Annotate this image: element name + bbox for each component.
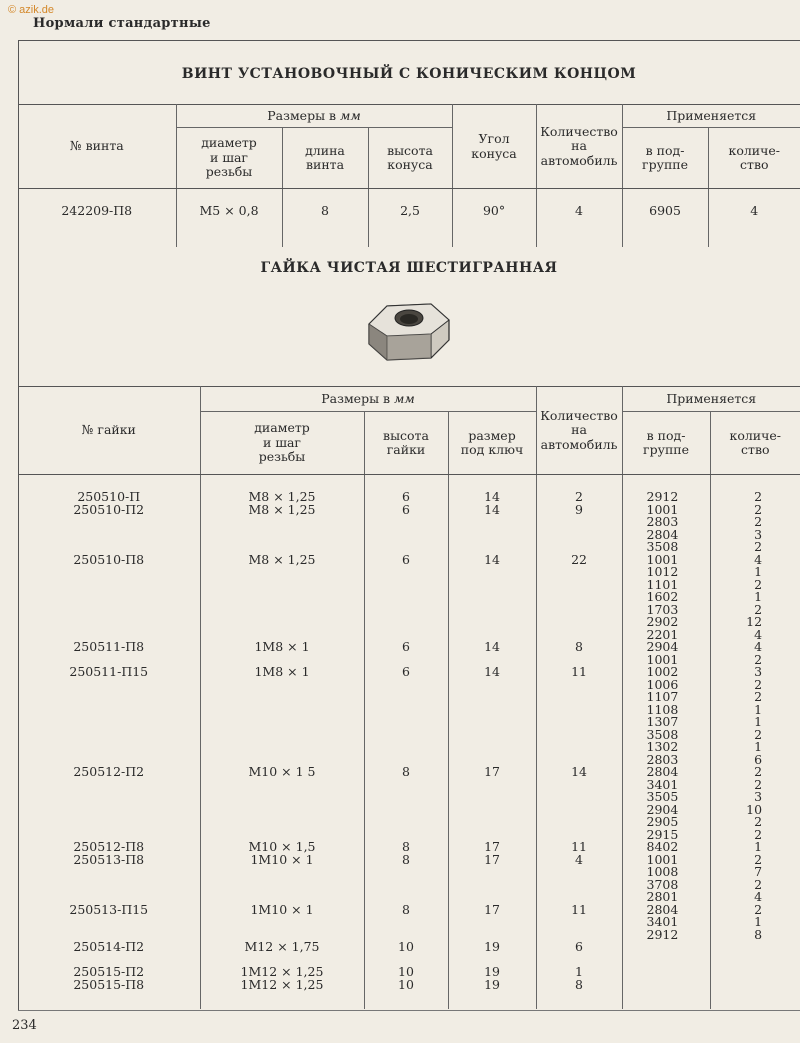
nut-table-title: ГАЙКА ЧИСТАЯ ШЕСТИГРАННАЯ <box>260 260 558 276</box>
wrench-size <box>449 716 536 729</box>
nut-number: 250511-П15 <box>69 664 149 679</box>
header-applies: Применяется <box>622 105 800 128</box>
count: 1 <box>754 701 763 717</box>
subgroup: 2804 <box>646 764 679 779</box>
subgroup: 3708 <box>646 876 679 892</box>
subgroup: 1001 <box>646 851 679 867</box>
nut-diameter: М8 × 1,25 <box>248 551 316 567</box>
count: 2 <box>754 514 763 529</box>
nut-diameter <box>201 604 364 617</box>
nut-number: 250513-П8 <box>73 851 145 867</box>
nut-height <box>365 816 448 829</box>
count: 4 <box>754 551 763 567</box>
nut-diameter <box>201 791 364 804</box>
nut-diameter <box>201 716 364 729</box>
nut-height: 10 <box>398 964 414 979</box>
nut-number <box>18 779 200 792</box>
nut-quantity <box>537 591 622 604</box>
count: 2 <box>754 501 763 517</box>
wrench-size <box>449 816 536 829</box>
count: 2 <box>754 876 763 892</box>
wrench-size-column <box>448 475 536 1010</box>
header-diameter: диаметр и шаг резьбы <box>200 412 364 475</box>
nut-height <box>365 866 448 879</box>
subgroup: 2803 <box>646 751 679 767</box>
nut-diameter <box>201 804 364 817</box>
nut-number: 250510-П8 <box>73 551 145 567</box>
header-diameter: диаметр и шаг резьбы <box>176 128 282 189</box>
wrench-size: 14 <box>484 551 500 567</box>
wrench-size: 19 <box>484 939 500 954</box>
nut-quantity <box>537 729 622 742</box>
header-subgroup: в под- группе <box>622 128 708 189</box>
nut-height: 10 <box>398 939 414 954</box>
nut-diameter: М12 × 1,75 <box>244 939 320 954</box>
subgroup: 1101 <box>646 576 679 592</box>
wrench-size <box>449 704 536 717</box>
nut-number <box>18 679 200 692</box>
screw-count: 4 <box>708 189 800 248</box>
nut-number <box>18 516 200 529</box>
subgroup: 2803 <box>646 514 679 529</box>
header-nut-height: высота гайки <box>364 412 448 475</box>
subgroup: 1001 <box>646 501 679 517</box>
wrench-size <box>449 804 536 817</box>
wrench-size <box>449 566 536 579</box>
subgroup: 1307 <box>646 714 679 729</box>
nut-diameter <box>201 729 364 742</box>
nut-number <box>18 729 200 742</box>
nut-height <box>365 616 448 629</box>
nut-number <box>18 816 200 829</box>
nut-quantity <box>537 816 622 829</box>
nut-height: 8 <box>402 851 410 867</box>
count: 4 <box>754 889 763 904</box>
count: 8 <box>754 926 763 942</box>
header-applies: Применяется <box>622 387 800 412</box>
nut-quantity <box>537 916 622 929</box>
nut-number <box>18 791 200 804</box>
nut-number <box>18 879 200 892</box>
subgroup: 2804 <box>646 526 679 542</box>
nut-height <box>365 779 448 792</box>
nut-height: 6 <box>402 639 410 654</box>
nut-number <box>18 804 200 817</box>
wrench-size <box>449 866 536 879</box>
wrench-size <box>449 729 536 742</box>
count: 10 <box>746 801 763 817</box>
count: 2 <box>754 726 763 742</box>
subgroup: 1012 <box>646 564 679 579</box>
nut-quantity <box>537 779 622 792</box>
nut-quantity: 6 <box>575 939 583 954</box>
header-subgroup: в под- группе <box>622 412 710 475</box>
nut-diameter <box>201 679 364 692</box>
nut-number <box>18 604 200 617</box>
subgroup: 1108 <box>646 701 679 717</box>
count: 3 <box>754 526 763 542</box>
wrench-size <box>449 579 536 592</box>
hex-nut-illustration <box>363 296 455 368</box>
subgroup: 3401 <box>646 914 679 929</box>
header-quantity: Количество на автомобиль <box>536 105 622 189</box>
nut-height <box>365 879 448 892</box>
wrench-size <box>449 791 536 804</box>
nut-quantity <box>537 704 622 717</box>
screw-table-title: ВИНТ УСТАНОВОЧНЫЙ С КОНИЧЕСКИМ КОНЦОМ <box>181 66 637 82</box>
subgroup: 2201 <box>646 626 679 642</box>
nut-quantity: 1 <box>575 964 583 979</box>
count: 7 <box>754 864 763 879</box>
nut-height: 8 <box>402 901 410 917</box>
subgroup: 3505 <box>646 789 679 804</box>
count: 2 <box>754 576 763 592</box>
nut-quantity <box>537 566 622 579</box>
nut-height: 8 <box>402 764 410 779</box>
nut-diameter <box>201 879 364 892</box>
nut-height <box>365 916 448 929</box>
count: 3 <box>754 789 763 804</box>
nut-quantity <box>537 804 622 817</box>
frame-bottom-rule <box>18 1010 800 1011</box>
count: 2 <box>754 826 763 842</box>
wrench-size: 14 <box>484 489 500 504</box>
header-count: количе- ство <box>710 412 800 475</box>
header-screw-number: № винта <box>18 105 176 189</box>
nut-diameter <box>201 779 364 792</box>
subgroup: 3401 <box>646 776 679 792</box>
nut-quantity <box>537 516 622 529</box>
nut-table <box>18 386 800 1009</box>
nut-height <box>365 729 448 742</box>
nut-height <box>365 529 448 542</box>
screw-subgroup: 6905 <box>622 189 708 248</box>
header-sizes: Размеры в мм <box>200 387 536 412</box>
nut-diameter <box>201 866 364 879</box>
nut-height <box>365 741 448 754</box>
nut-number: 250512-П2 <box>73 764 145 779</box>
nut-quantity: 2 <box>575 489 583 504</box>
nut-number: 250514-П2 <box>73 939 145 954</box>
wrench-size: 17 <box>484 901 500 917</box>
wrench-size <box>449 516 536 529</box>
nut-height <box>365 604 448 617</box>
wrench-size: 17 <box>484 839 500 854</box>
nut-number: 250510-П2 <box>73 501 145 517</box>
subgroup: 2904 <box>646 639 679 654</box>
nut-diameter: М10 × 1,5 <box>248 839 316 854</box>
wrench-size <box>449 691 536 704</box>
nut-diameter <box>201 591 364 604</box>
nut-diameter <box>201 616 364 629</box>
count: 1 <box>754 739 763 754</box>
nut-quantity: 9 <box>575 501 583 517</box>
nut-height: 6 <box>402 664 410 679</box>
nut-height <box>365 579 448 592</box>
nut-number: 250512-П8 <box>73 839 145 854</box>
count: 4 <box>754 639 763 654</box>
header-cone-angle: Угол конуса <box>452 105 536 189</box>
nut-height: 6 <box>402 489 410 504</box>
subgroup: 1008 <box>646 864 679 879</box>
nut-diameter <box>201 741 364 754</box>
subgroup: 8402 <box>646 839 679 854</box>
nut-diameter-column <box>200 475 364 1010</box>
nut-number <box>18 716 200 729</box>
nut-height: 8 <box>402 839 410 854</box>
nut-quantity <box>537 741 622 754</box>
header-nut-number: № гайки <box>18 387 200 475</box>
wrench-size <box>449 604 536 617</box>
subgroup: 2904 <box>646 801 679 817</box>
nut-number <box>18 566 200 579</box>
wrench-size <box>449 916 536 929</box>
wrench-size <box>449 616 536 629</box>
wrench-size <box>449 779 536 792</box>
screw-cone-angle: 90° <box>452 189 536 248</box>
subgroup: 1302 <box>646 739 679 754</box>
nut-diameter <box>201 529 364 542</box>
subgroup: 2915 <box>646 826 679 842</box>
wrench-size <box>449 879 536 892</box>
nut-height <box>365 679 448 692</box>
nut-number: 250510-П <box>77 489 141 504</box>
nut-quantity: 8 <box>575 976 583 992</box>
screw-cone-height: 2,5 <box>368 189 452 248</box>
count-column <box>710 475 800 1010</box>
nut-diameter <box>201 916 364 929</box>
nut-quantity-column <box>536 475 622 1010</box>
nut-number: 250513-П15 <box>69 901 149 917</box>
nut-height: 10 <box>398 976 414 992</box>
count: 2 <box>754 814 763 829</box>
subgroup-column <box>622 475 710 1010</box>
count: 6 <box>754 751 763 767</box>
nut-number <box>18 741 200 754</box>
count: 1 <box>754 914 763 929</box>
nut-diameter: М8 × 1,25 <box>248 501 316 517</box>
wrench-size <box>449 591 536 604</box>
wrench-size <box>449 741 536 754</box>
subgroup: 2902 <box>646 614 679 629</box>
header-quantity: Количество на автомобиль <box>536 387 622 475</box>
nut-height <box>365 591 448 604</box>
nut-height <box>365 716 448 729</box>
nut-quantity: 11 <box>571 664 587 679</box>
subgroup: 1001 <box>646 651 679 667</box>
count: 2 <box>754 489 763 504</box>
nut-height <box>365 804 448 817</box>
wrench-size: 19 <box>484 964 500 979</box>
nut-height <box>365 516 448 529</box>
count: 2 <box>754 689 763 704</box>
nut-number <box>18 579 200 592</box>
nut-quantity <box>537 879 622 892</box>
wrench-size <box>449 529 536 542</box>
count: 3 <box>754 664 763 679</box>
nut-quantity: 14 <box>571 764 587 779</box>
screw-quantity: 4 <box>536 189 622 248</box>
screw-table <box>18 104 800 247</box>
count: 2 <box>754 776 763 792</box>
count: 2 <box>754 539 763 554</box>
nut-number <box>18 916 200 929</box>
screw-length: 8 <box>282 189 368 248</box>
wrench-size: 17 <box>484 851 500 867</box>
nut-quantity <box>537 529 622 542</box>
nut-quantity <box>537 691 622 704</box>
subgroup: 2912 <box>646 926 679 942</box>
count: 2 <box>754 851 763 867</box>
nut-number: 250511-П8 <box>73 639 145 654</box>
subgroup: 1001 <box>646 551 679 567</box>
screw-number: 242209-П8 <box>61 203 133 218</box>
subgroup: 3508 <box>646 726 679 742</box>
nut-quantity <box>537 866 622 879</box>
nut-number-column <box>18 475 200 1010</box>
wrench-size: 14 <box>484 639 500 654</box>
page-number: 234 <box>12 1018 37 1033</box>
nut-number <box>18 529 200 542</box>
nut-quantity: 8 <box>575 639 583 654</box>
nut-quantity: 4 <box>575 851 583 867</box>
nut-height <box>365 704 448 717</box>
wrench-size <box>449 679 536 692</box>
wrench-size: 14 <box>484 501 500 517</box>
count: 4 <box>754 626 763 642</box>
nut-diameter <box>201 516 364 529</box>
count: 1 <box>754 564 763 579</box>
wrench-size: 17 <box>484 764 500 779</box>
subgroup: 1703 <box>646 601 679 617</box>
header-sizes: Размеры в мм <box>176 105 452 128</box>
nut-number <box>18 704 200 717</box>
nut-quantity: 11 <box>571 901 587 917</box>
nut-height: 6 <box>402 551 410 567</box>
nut-diameter <box>201 579 364 592</box>
nut-diameter <box>201 704 364 717</box>
nut-quantity <box>537 579 622 592</box>
frame-top-rule <box>18 40 800 41</box>
count: 12 <box>746 614 763 629</box>
screw-diameter: М5 × 0,8 <box>176 189 282 248</box>
nut-number <box>18 691 200 704</box>
subgroup: 1002 <box>646 664 679 679</box>
subgroup: 1602 <box>646 589 679 604</box>
nut-quantity: 22 <box>571 551 587 567</box>
nut-diameter: 1М8 × 1 <box>254 664 310 679</box>
count: 2 <box>754 651 763 667</box>
count: 1 <box>754 714 763 729</box>
nut-diameter: 1М8 × 1 <box>254 639 310 654</box>
subgroup: 1006 <box>646 676 679 692</box>
running-head: Нормали стандартные <box>33 16 211 31</box>
nut-number <box>18 616 200 629</box>
nut-height <box>365 566 448 579</box>
nut-diameter: М10 × 1 5 <box>248 764 316 779</box>
subgroup: 3508 <box>646 539 679 554</box>
nut-diameter: 1М10 × 1 <box>250 851 314 867</box>
count: 2 <box>754 676 763 692</box>
nut-height-column <box>364 475 448 1010</box>
nut-diameter <box>201 816 364 829</box>
nut-height: 6 <box>402 501 410 517</box>
nut-diameter: 1М12 × 1,25 <box>240 964 324 979</box>
table-row <box>18 189 800 248</box>
subgroup: 2905 <box>646 814 679 829</box>
count: 1 <box>754 839 763 854</box>
nut-height <box>365 791 448 804</box>
nut-diameter: 1М10 × 1 <box>250 901 314 917</box>
wrench-size: 19 <box>484 976 500 992</box>
header-wrench-size: размер под ключ <box>448 412 536 475</box>
nut-quantity <box>537 616 622 629</box>
count: 1 <box>754 589 763 604</box>
nut-number: 250515-П8 <box>73 976 145 992</box>
nut-height <box>365 691 448 704</box>
subgroup: 1107 <box>646 689 679 704</box>
nut-diameter <box>201 691 364 704</box>
nut-diameter: 1М12 × 1,25 <box>240 976 324 992</box>
table-body-row <box>18 475 800 1010</box>
nut-quantity <box>537 791 622 804</box>
watermark: © azik.de <box>8 4 55 16</box>
header-length: длина винта <box>282 128 368 189</box>
nut-diameter <box>201 566 364 579</box>
nut-number: 250515-П2 <box>73 964 145 979</box>
header-cone-height: высота конуса <box>368 128 452 189</box>
header-count: количе- ство <box>708 128 800 189</box>
wrench-size: 14 <box>484 664 500 679</box>
count: 2 <box>754 764 763 779</box>
count: 2 <box>754 601 763 617</box>
nut-number <box>18 866 200 879</box>
nut-quantity <box>537 716 622 729</box>
count: 2 <box>754 901 763 917</box>
nut-diameter: М8 × 1,25 <box>248 489 316 504</box>
nut-quantity: 11 <box>571 839 587 854</box>
nut-quantity <box>537 679 622 692</box>
subgroup: 2912 <box>646 489 679 504</box>
nut-number <box>18 591 200 604</box>
nut-quantity <box>537 604 622 617</box>
subgroup: 2804 <box>646 901 679 917</box>
subgroup: 2801 <box>646 889 679 904</box>
